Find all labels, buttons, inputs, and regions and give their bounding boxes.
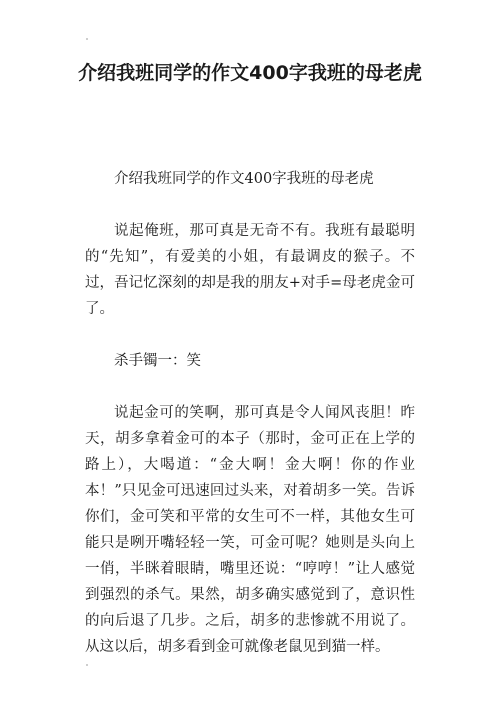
scan-speck — [86, 664, 88, 666]
document-title: 介绍我班同学的作文400字我班的母老虎 — [78, 62, 422, 84]
subtitle-paragraph: 介绍我班同学的作文400字我班的母老虎 — [114, 171, 374, 187]
section-heading: 杀手镯一：笑 — [114, 353, 201, 369]
paragraph-gap — [85, 192, 415, 218]
scan-speck — [86, 38, 88, 40]
paragraph-gap — [85, 374, 415, 400]
paragraph-gap — [85, 322, 415, 348]
intro-paragraph: 说起俺班，那可真是无奇不有。我班有最聪明的“先知”，有爱美的小姐，有最调皮的猴子。不过，吾记忆深刻的却是我的朋友+对手=母老虎金可了。 — [85, 223, 415, 317]
document-body — [85, 166, 415, 660]
story-paragraph: 说起金可的笑啊，那可真是令人闻风丧胆！昨天，胡多拿着金可的本子（那时，金可正在上学的路上），大喝道：“金大啊！金大啊！你的作业本！”只见金可迅速回过头来，对着胡多一笑。告诉你们，金可笑和平常的女生可不一样，其他女生可能只是咧开嘴轻轻一笑，可金可呢？她则是头向上一俏，半眯着眼睛，嘴里还说：“哼哼！”让人感觉到强烈的杀气。果然，胡多确实感觉到了，意识性的向后退了几步。之后，胡多的悲惨就不用说了。从这以后，胡多看到金可就像老鼠见到猫一样。 — [85, 405, 415, 655]
